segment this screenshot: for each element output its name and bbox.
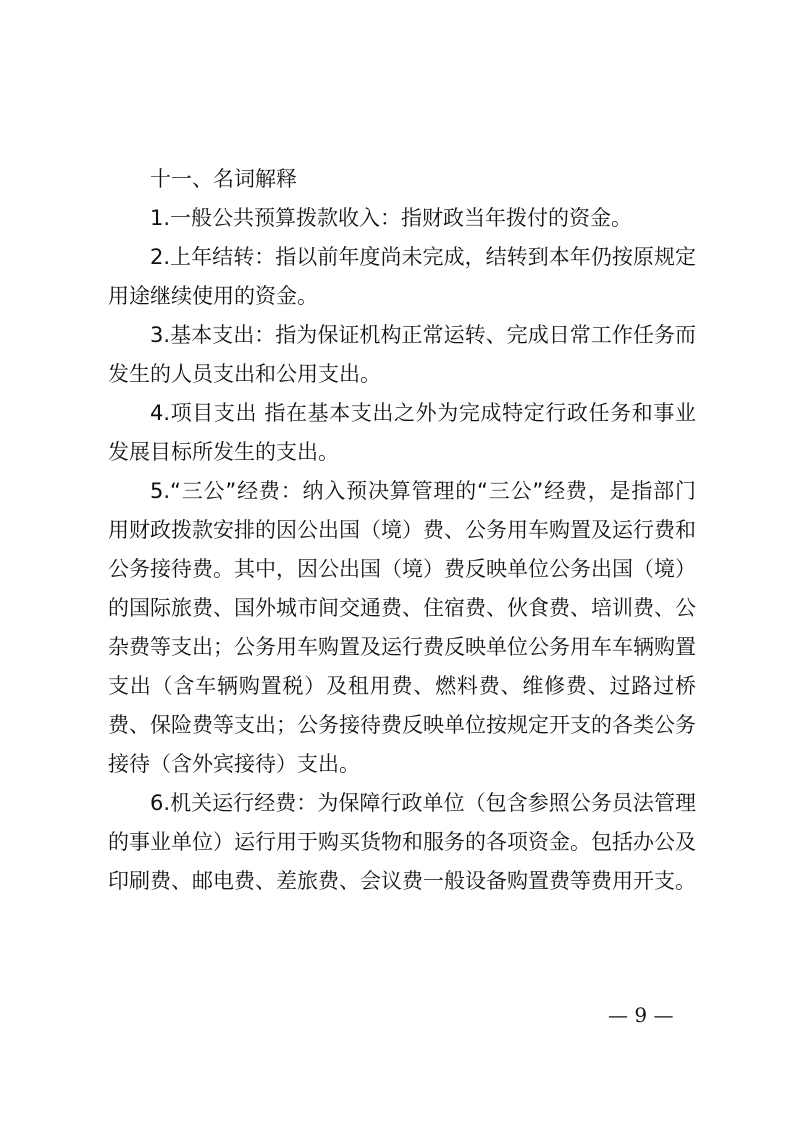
document-body [108, 160, 696, 901]
paragraph-operating-expenses: 6.机关运行经费：为保障行政单位（包含参照公务员法管理的事业单位）运行用于购买货物和服务的各项资金。包括办公及印刷费、邮电费、差旅费、会议费一般设备购置费等费用开支。 [108, 791, 696, 893]
paragraph-three-public-expenses: 5.“三公”经费：纳入预决算管理的“三公”经费，是指部门用财政拨款安排的因公出国（境）费、公务用车购置及运行费和公务接待费。其中，因公出国（境）费反映单位公务出国（境）的国际旅费、国外城市间交通费、住宿费、伙食费、培训费、公杂费等支出；公务用车购置及运行费反映单位公务用车车辆购置支出（含车辆购置税）及租用费、燃料费、维修费、过路过桥费、保险费等支出；公务接待费反映单位按规定开支的各类公务接待（含外宾接待）支出。 [108, 479, 696, 776]
paragraph-project-expenditure: 4.项目支出 指在基本支出之外为完成特定行政任务和事业发展目标所发生的支出。 [108, 401, 696, 464]
paragraph-prior-year-carryover: 2.上年结转：指以前年度尚未完成，结转到本年仍按原规定用途继续使用的资金。 [108, 245, 696, 308]
section-heading: 十一、名词解释 [150, 167, 297, 191]
paragraph-basic-expenditure: 3.基本支出：指为保证机构正常运转、完成日常工作任务而发生的人员支出和公用支出。 [108, 323, 696, 386]
paragraph-general-budget-income: 1.一般公共预算拨款收入：指财政当年拨付的资金。 [150, 206, 633, 230]
page-number: — 9 — [608, 1003, 674, 1027]
